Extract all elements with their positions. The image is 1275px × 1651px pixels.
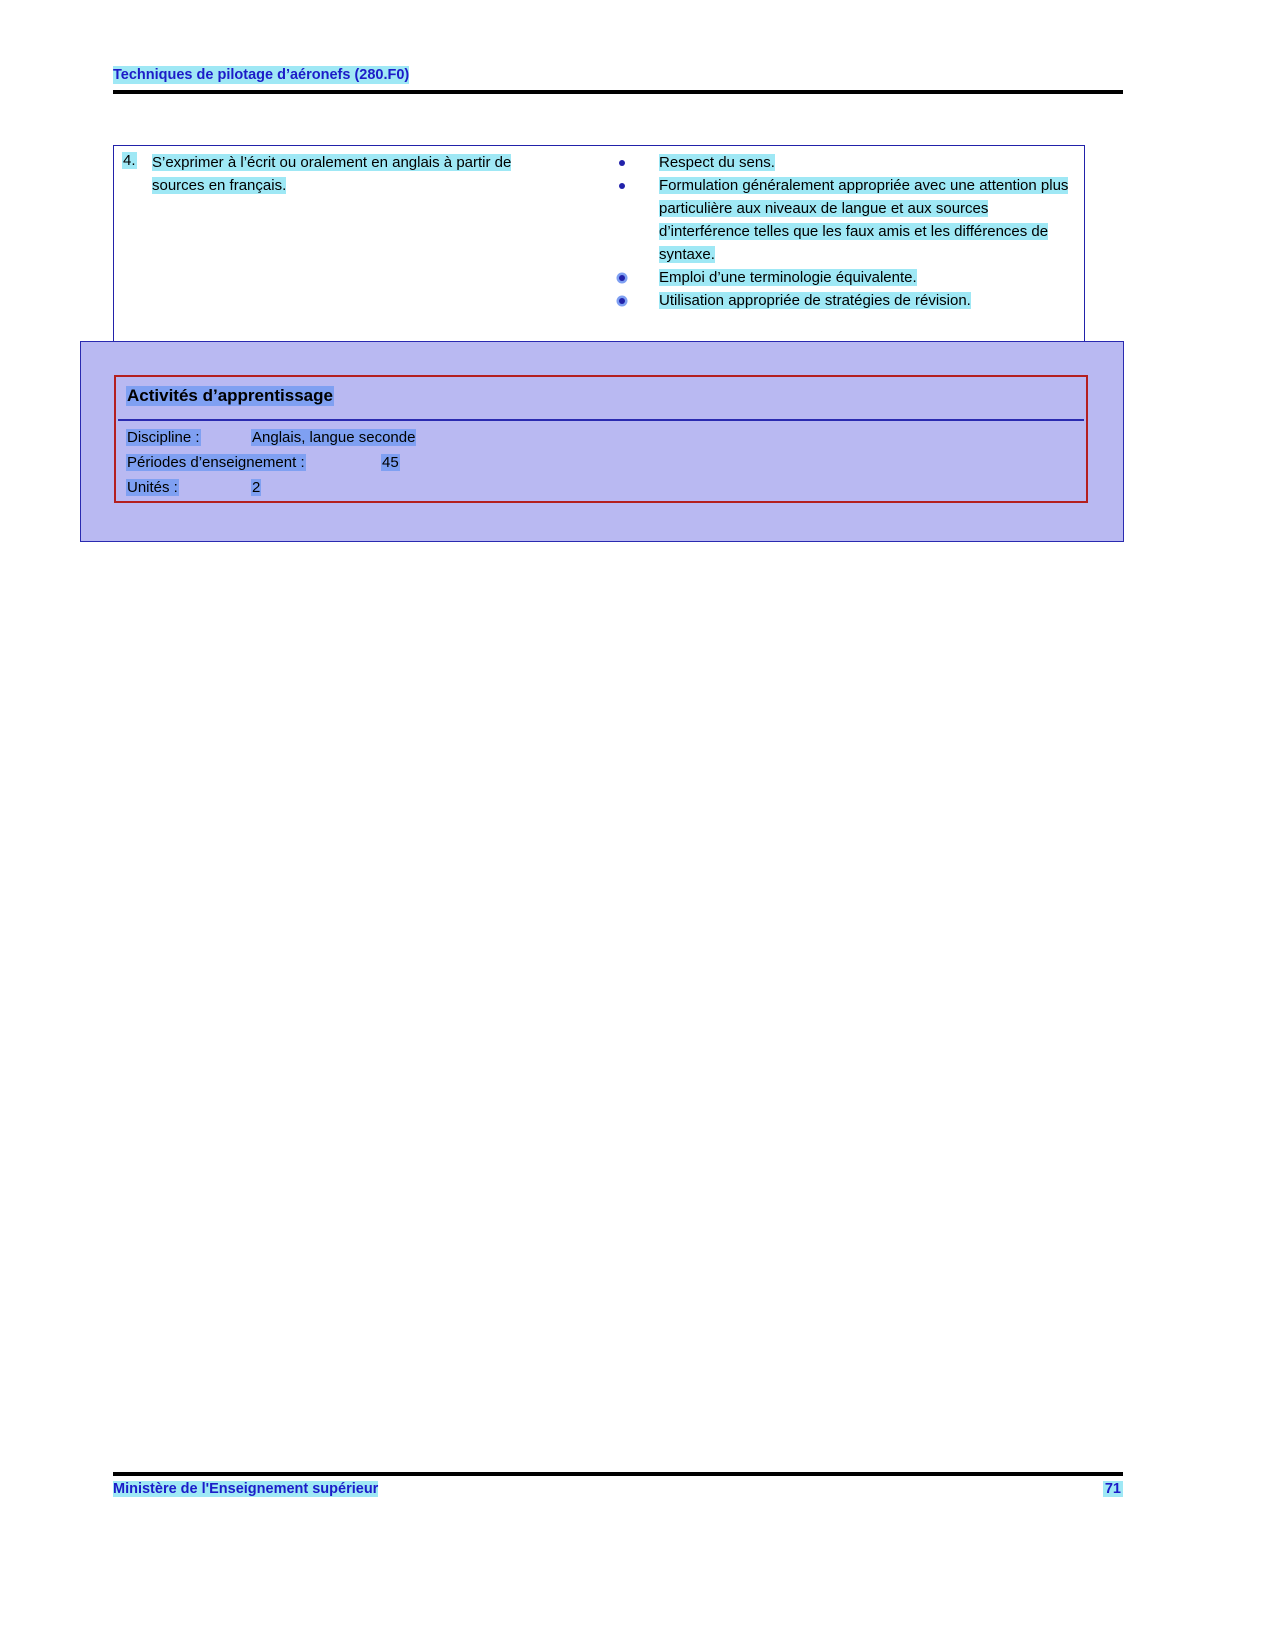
criteria-text: Formulation généralement appropriée avec une attention plus particulière aux niveaux de langue et aux sources d’interférence telles que les faux amis et les différences de syntaxe. [659,177,1069,263]
page-number: 71 [1104,1481,1121,1497]
bullet-icon [619,160,625,166]
outcome-statement: S’exprimer à l’écrit ou oralement en anglais à partir de sources en français. [152,154,512,194]
criteria-text: Respect du sens. [659,154,775,171]
criteria-item [619,290,1069,313]
footer-ministry-label: Ministère de l'Enseignement supérieur [113,1481,379,1497]
criteria-item [619,267,1069,290]
learning-activities-box [114,375,1088,503]
bullet-icon [619,275,625,281]
criteria-item [619,152,1069,175]
activity-label: Discipline : [127,429,200,446]
criteria-text: Utilisation appropriée de stratégies de révision. [659,291,971,309]
learning-activities-panel [80,341,1124,542]
header-title: Techniques de pilotage d’aéronefs (280.F0) [113,67,410,83]
activity-row [126,454,1066,479]
criteria-item [619,175,1069,267]
activity-value: Anglais, langue seconde [252,429,416,446]
activity-row [126,429,1066,454]
activity-label: Périodes d’enseignement : [127,454,305,471]
page-footer [113,1481,1123,1503]
header-divider [113,90,1123,94]
activity-value: 2 [252,479,261,496]
page-header [113,66,1123,84]
activity-row [126,479,1066,504]
activities-divider [118,419,1084,421]
competency-table [113,145,1085,360]
activity-value: 45 [382,454,399,471]
bullet-icon [619,183,625,189]
activities-rows [126,429,1066,504]
bullet-icon [619,298,625,304]
activity-label: Unités : [127,479,178,496]
criteria-text: Emploi d’une terminologie équivalente. [659,268,917,286]
criteria-list [619,152,1069,313]
outcome-number: 4. [123,152,136,169]
footer-divider [113,1472,1123,1476]
activities-title: Activités d’apprentissage [127,386,333,405]
